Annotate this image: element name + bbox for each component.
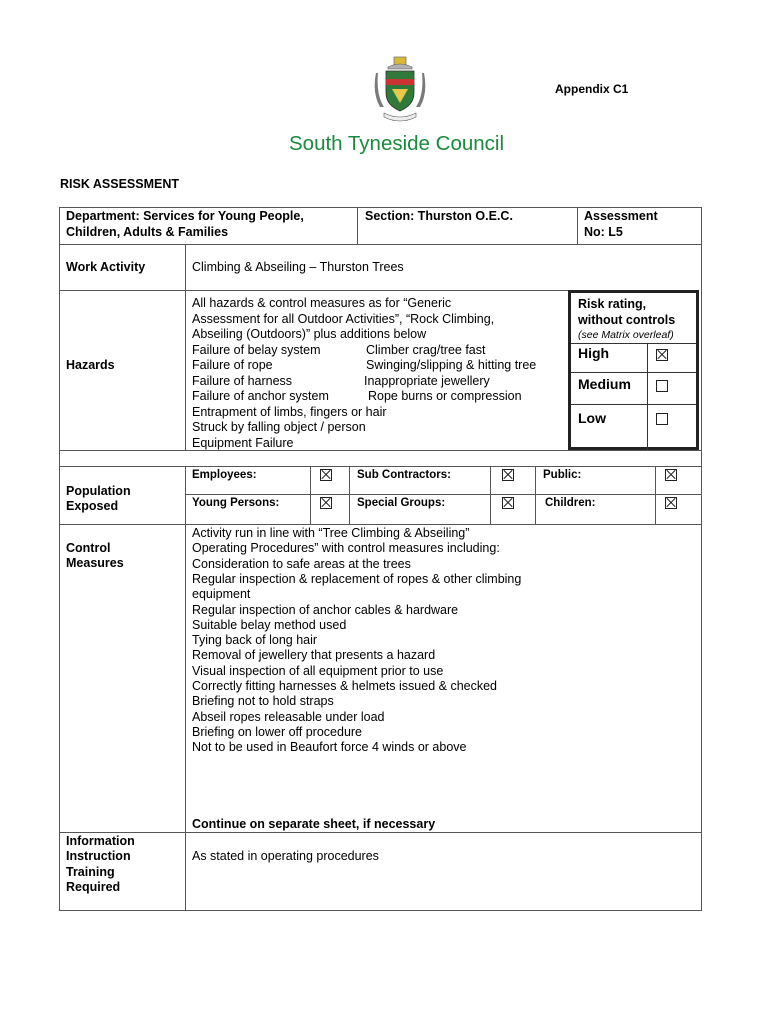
risk-medium-checkbox[interactable] — [656, 380, 668, 392]
control-measure-item: Briefing not to hold straps — [192, 694, 334, 709]
control-measure-item: Abseil ropes releasable under load — [192, 709, 385, 724]
continue-note: Continue on separate sheet, if necessary — [192, 817, 436, 831]
hazards-intro-1: All hazards & control measures as for “Generic — [192, 296, 452, 310]
information-label-1: Information — [66, 834, 135, 848]
children-checkbox[interactable] — [665, 497, 677, 509]
control-measure-item: Regular inspection & replacement of ropes & other climbing — [192, 571, 522, 586]
control-measure-item: Suitable belay method used — [192, 617, 347, 632]
appendix-label: Appendix C1 — [555, 82, 629, 96]
hazard-item: Climber crag/tree fast — [366, 343, 486, 357]
information-label-3: Training — [66, 865, 115, 879]
control-measure-item: equipment — [192, 587, 251, 602]
hazard-item: Entrapment of limbs, fingers or hair — [192, 405, 387, 419]
work-activity-value: Climbing & Abseiling – Thurston Trees — [192, 260, 404, 274]
hazard-item: Inappropriate jewellery — [364, 374, 490, 388]
risk-level-medium: Medium — [578, 376, 631, 392]
risk-low-checkbox[interactable] — [656, 413, 668, 425]
hazard-item: Struck by falling object / person — [192, 420, 366, 434]
control-measure-item: Tying back of long hair — [192, 633, 318, 648]
risk-level-low: Low — [578, 410, 606, 426]
control-measure-item: Visual inspection of all equipment prior to use — [192, 663, 444, 678]
hazards-label: Hazards — [66, 358, 115, 372]
public-checkbox[interactable] — [665, 469, 677, 481]
department-line-2: Children, Adults & Families — [66, 225, 229, 239]
information-label-2: Instruction — [66, 849, 131, 863]
hazard-item: Swinging/slipping & hitting tree — [366, 358, 537, 372]
hazard-item: Failure of harness — [192, 374, 293, 388]
sub-contractors-checkbox[interactable] — [502, 469, 514, 481]
hazards-intro-3: Abseiling (Outdoors)” plus additions below — [192, 327, 427, 341]
risk-rating-title-2: without controls — [578, 313, 676, 327]
control-measures-label-2: Measures — [66, 556, 124, 570]
hazard-item: Failure of rope — [192, 358, 273, 372]
information-label-4: Required — [66, 880, 121, 894]
young-persons-checkbox[interactable] — [320, 497, 332, 509]
employees-checkbox[interactable] — [320, 469, 332, 481]
council-crest-logo — [374, 55, 426, 125]
population-option-label: Sub Contractors: — [357, 469, 451, 481]
risk-high-checkbox[interactable] — [656, 349, 668, 361]
hazard-item: Failure of belay system — [192, 343, 321, 357]
hazard-item: Rope burns or compression — [368, 389, 522, 403]
population-label-1: Population — [66, 484, 131, 498]
control-measure-item: Removal of jewellery that presents a hazard — [192, 648, 436, 663]
risk-rating-title-1: Risk rating, — [578, 297, 647, 311]
population-option-label: Special Groups: — [357, 497, 446, 509]
control-measures-label-1: Control — [66, 541, 111, 555]
control-measure-item: Briefing on lower off procedure — [192, 724, 363, 739]
section-value: Section: Thurston O.E.C. — [365, 209, 513, 223]
assessment-no-line-2: No: L5 — [584, 225, 623, 239]
hazards-intro-2: Assessment for all Outdoor Activities”, “Rock Climbing, — [192, 312, 495, 326]
work-activity-label: Work Activity — [66, 260, 146, 274]
control-measure-item: Regular inspection of anchor cables & hardware — [192, 602, 459, 617]
risk-level-high: High — [578, 345, 610, 361]
hazard-item: Failure of anchor system — [192, 389, 329, 403]
population-option-label: Young Persons: — [192, 497, 280, 509]
control-measure-item: Correctly fitting harnesses & helmets issued & checked — [192, 679, 497, 693]
population-label-2: Exposed — [66, 499, 119, 513]
population-option-label: Public: — [543, 469, 582, 481]
population-option-label: Children: — [545, 497, 596, 509]
control-measure-item: Consideration to safe areas at the trees — [192, 556, 411, 571]
special-groups-checkbox[interactable] — [502, 497, 514, 509]
council-name: South Tyneside Council — [289, 132, 505, 155]
population-option-label: Employees: — [192, 469, 257, 481]
control-measure-item: Operating Procedures” with control measures including: — [192, 541, 500, 556]
department-line-1: Department: Services for Young People, — [66, 209, 304, 223]
risk-rating-box — [568, 290, 699, 450]
information-value: As stated in operating procedures — [192, 849, 379, 863]
assessment-no-line-1: Assessment — [584, 209, 658, 223]
hazard-item: Equipment Failure — [192, 436, 294, 450]
risk-rating-note: (see Matrix overleaf) — [578, 329, 674, 341]
control-measure-item: Activity run in line with “Tree Climbing & Abseiling” — [192, 526, 470, 540]
document-title: RISK ASSESSMENT — [60, 177, 180, 191]
control-measure-item: Not to be used in Beaufort force 4 winds or above — [192, 740, 467, 755]
